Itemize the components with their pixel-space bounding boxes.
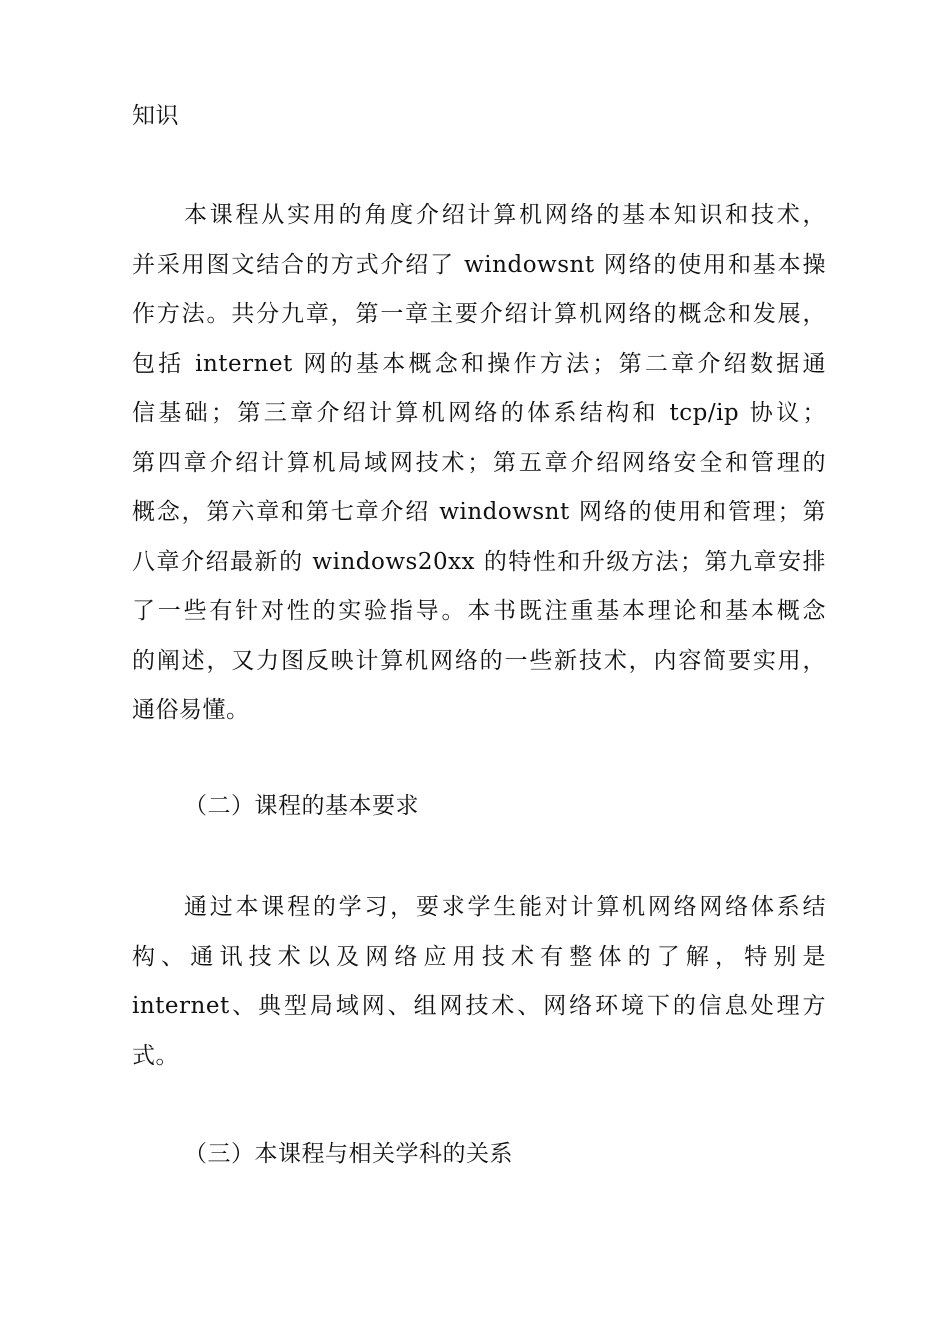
text-line: 构、通讯技术以及网络应用技术有整体的了解，特别是	[132, 943, 826, 970]
fragment-top	[132, 92, 826, 142]
text-line: 知识	[132, 103, 179, 129]
text-line: 式。	[132, 1042, 179, 1069]
text-line: 了一些有针对性的实验指导。本书既注重基本理论和基本概念	[132, 598, 826, 624]
text-line: 作方法。共分九章，第一章主要介绍计算机网络的概念和发展，	[132, 301, 826, 327]
text-line: 概念，第六章和第七章介绍 windowsnt 网络的使用和管理；第	[132, 499, 826, 525]
section2-paragraph	[132, 883, 826, 1081]
text-line: 第四章介绍计算机局域网技术；第五章介绍网络安全和管理的	[132, 449, 826, 476]
section-heading-2	[132, 782, 826, 832]
text-line: 通俗易懂。	[132, 697, 250, 723]
text-line: 信基础；第三章介绍计算机网络的体系结构和 tcp/ip 协议；	[132, 400, 826, 426]
heading-text: （三）本课程与相关学科的关系	[184, 1141, 513, 1167]
heading-text: （二）课程的基本要求	[184, 793, 419, 819]
text-line: 并采用图文结合的方式介绍了 windowsnt 网络的使用和基本操	[132, 251, 826, 278]
text-line: internet、典型局域网、组网技术、网络环境下的信息处理方	[132, 993, 826, 1019]
intro-paragraph	[132, 191, 826, 736]
text-line: 本课程从实用的角度介绍计算机网络的基本知识和技术，	[184, 202, 826, 228]
text-line: 包括 internet 网的基本概念和操作方法；第二章介绍数据通	[132, 350, 826, 377]
section-heading-3	[132, 1130, 826, 1180]
text-line: 通过本课程的学习，要求学生能对计算机网络网络体系结	[184, 894, 826, 920]
text-line: 的阐述，又力图反映计算机网络的一些新技术，内容简要实用，	[132, 647, 826, 674]
text-line: 八章介绍最新的 windows20xx 的特性和升级方法；第九章安排	[132, 548, 826, 575]
